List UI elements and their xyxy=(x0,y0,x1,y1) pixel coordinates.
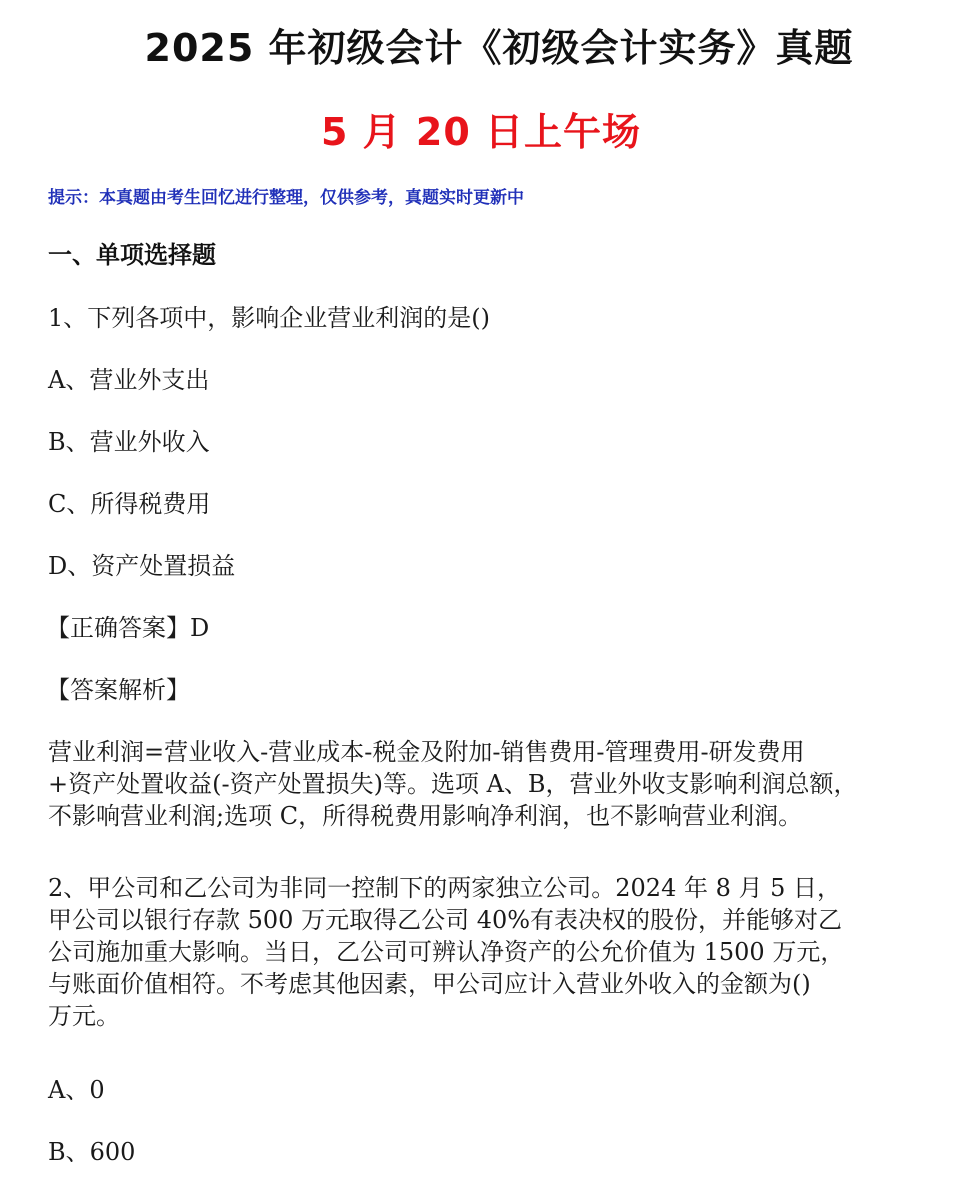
analysis-line: 营业利润=营业收入-营业成本-税金及附加-销售费用-管理费用-研发费用 xyxy=(48,738,805,766)
question-2-option-a: A、0 xyxy=(48,1076,105,1104)
notice-text: 提示：本真题由考生回忆进行整理，仅供参考，真题实时更新中 xyxy=(48,188,524,208)
question-1-stem: 1、下列各项中，影响企业营业利润的是() xyxy=(48,304,490,332)
question-1-answer: 【正确答案】D xyxy=(46,614,210,642)
page-title: 2025 年初级会计《初级会计实务》真题 xyxy=(144,26,854,70)
question-1-option-c: C、所得税费用 xyxy=(48,490,211,518)
question-1-analysis-label: 【答案解析】 xyxy=(46,676,190,704)
question-1-analysis xyxy=(48,736,948,832)
question-1-option-b: B、营业外收入 xyxy=(48,428,210,456)
question-1-option-d: D、资产处置损益 xyxy=(48,552,236,580)
analysis-line: +资产处置收益(-资产处置损失)等。选项 A、B，营业外收支影响利润总额， xyxy=(48,770,858,798)
stem-line: 甲公司以银行存款 500 万元取得乙公司 40%有表决权的股份，并能够对乙 xyxy=(48,906,843,934)
stem-line: 公司施加重大影响。当日，乙公司可辨认净资产的公允价值为 1500 万元， xyxy=(48,938,845,966)
stem-line: 2、甲公司和乙公司为非同一控制下的两家独立公司。2024 年 8 月 5 日， xyxy=(48,874,842,902)
stem-line: 与账面价值相符。不考虑其他因素，甲公司应计入营业外收入的金额为() xyxy=(48,970,811,998)
stem-line: 万元。 xyxy=(48,1002,120,1030)
question-2-stem xyxy=(48,872,948,1032)
question-1-option-a: A、营业外支出 xyxy=(48,366,210,394)
analysis-line: 不影响营业利润;选项 C，所得税费用影响净利润，也不影响营业利润。 xyxy=(48,802,803,830)
question-2-option-b: B、600 xyxy=(48,1138,136,1166)
session-subtitle: 5 月 20 日上午场 xyxy=(320,110,641,154)
section-heading: 一、单项选择题 xyxy=(48,241,216,269)
